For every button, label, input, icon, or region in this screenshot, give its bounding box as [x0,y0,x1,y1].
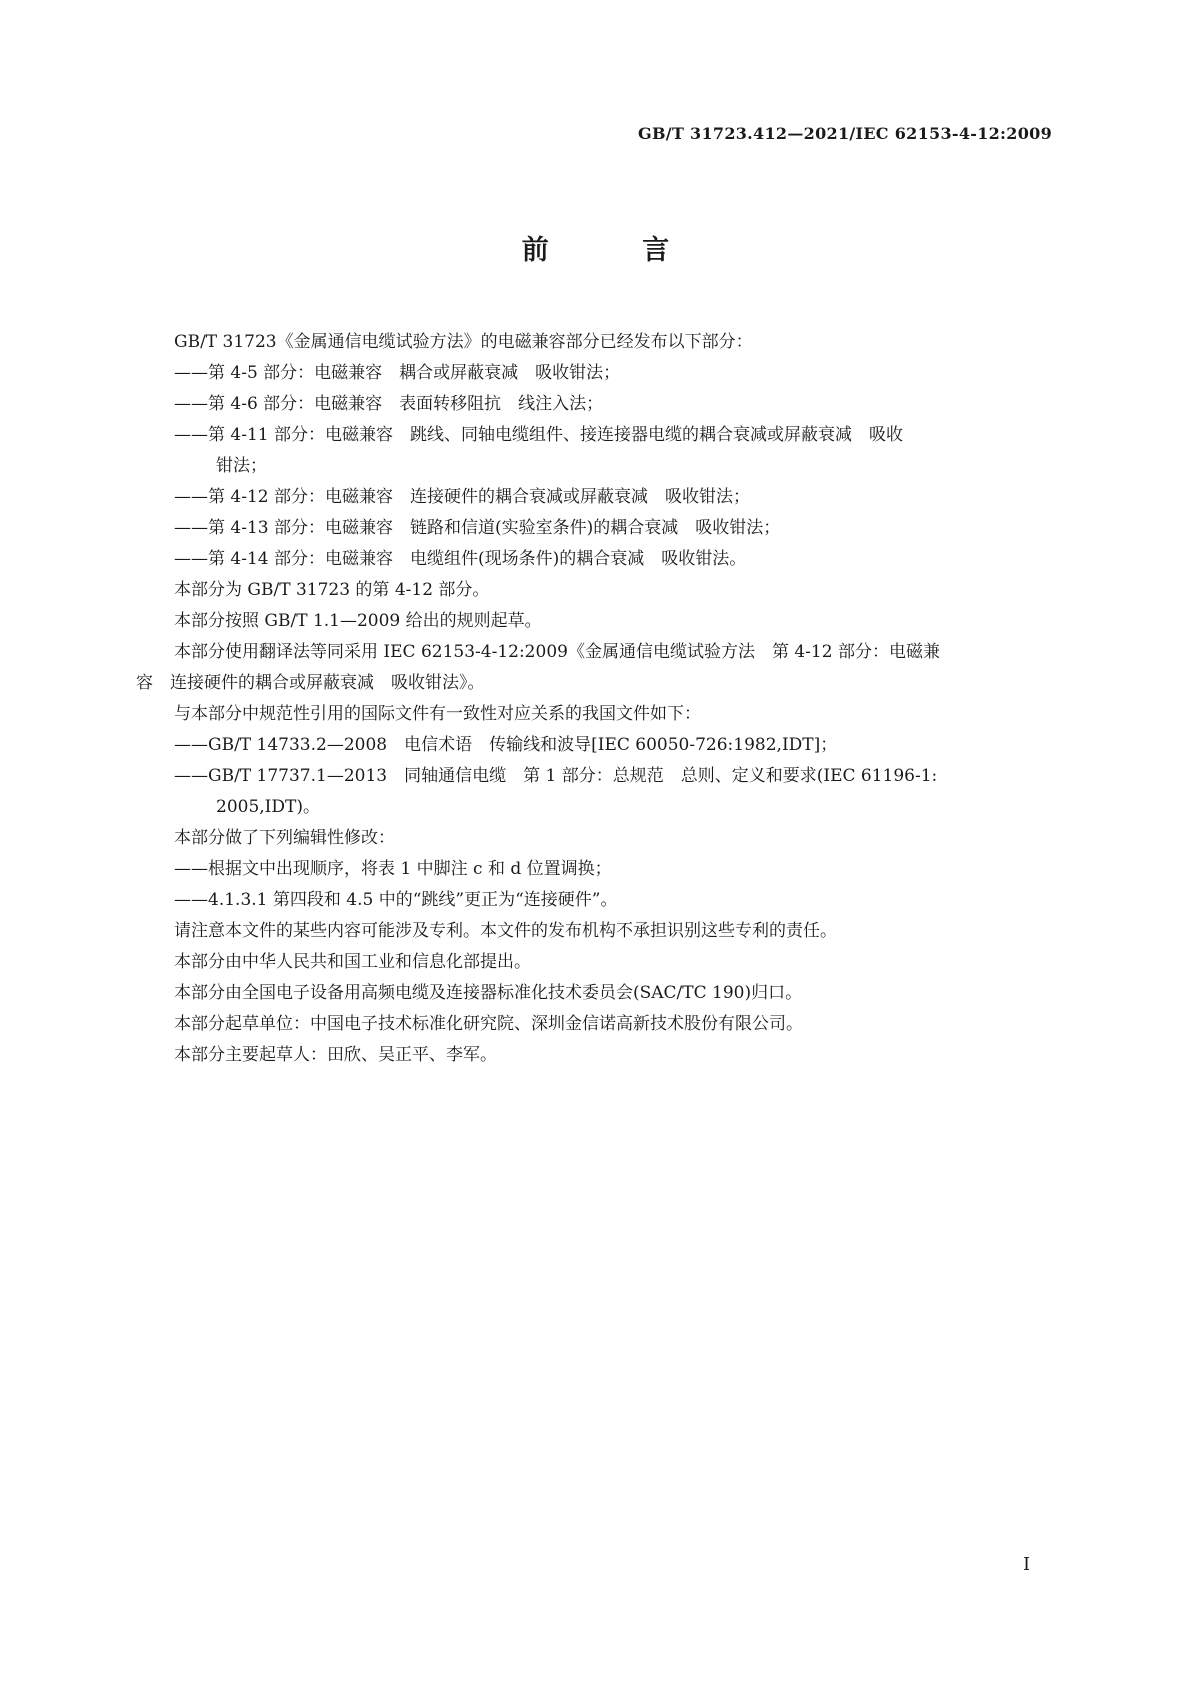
list-item: ——第 4-11 部分：电磁兼容 跳线、同轴电缆组件、接连接器电缆的耦合衰减或屏蔽衰减 吸收 [174,425,903,445]
list-item: ——4.1.3.1 第四段和 4.5 中的“跳线”更正为“连接硬件”。 [174,890,618,910]
list-item: ——根据文中出现顺序，将表 1 中脚注 c 和 d 位置调换； [174,859,612,879]
paragraph: 本部分主要起草人：田欣、吴正平、李军。 [174,1045,497,1065]
paragraph: 本部分为 GB/T 31723 的第 4-12 部分。 [174,580,490,600]
paragraph: 本部分做了下列编辑性修改： [174,828,395,848]
list-item-continuation: 2005,IDT)。 [216,797,320,817]
list-item: ——第 4-6 部分：电磁兼容 表面转移阻抗 线注入法； [174,394,604,414]
page-number: I [1023,1554,1031,1575]
list-item: ——第 4-14 部分：电磁兼容 电缆组件(现场条件)的耦合衰减 吸收钳法。 [174,549,747,569]
list-item-continuation: 钳法； [216,456,267,476]
list-item: ——第 4-13 部分：电磁兼容 链路和信道(实验室条件)的耦合衰减 吸收钳法； [174,518,781,538]
list-item: ——第 4-5 部分：电磁兼容 耦合或屏蔽衰减 吸收钳法； [174,363,621,383]
paragraph: 与本部分中规范性引用的国际文件有一致性对应关系的我国文件如下： [174,704,701,724]
paragraph-continuation: 容 连接硬件的耦合或屏蔽衰减 吸收钳法》。 [136,673,485,693]
paragraph: 本部分由全国电子设备用高频电缆及连接器标准化技术委员会(SAC/TC 190)归口。 [174,983,803,1003]
list-item: ——GB/T 14733.2—2008 电信术语 传输线和波导[IEC 60050-726:1982,IDT]； [174,735,838,755]
list-item: ——GB/T 17737.1—2013 同轴通信电缆 第 1 部分：总规范 总则、定义和要求(IEC 61196-1: [174,766,938,786]
page-title: 前 言 [521,235,712,266]
paragraph: GB/T 31723《金属通信电缆试验方法》的电磁兼容部分已经发布以下部分： [174,332,753,352]
list-item: ——第 4-12 部分：电磁兼容 连接硬件的耦合衰减或屏蔽衰减 吸收钳法； [174,487,750,507]
paragraph: 本部分起草单位：中国电子技术标准化研究院、深圳金信诺高新技术股份有限公司。 [174,1014,803,1034]
paragraph: 请注意本文件的某些内容可能涉及专利。本文件的发布机构不承担识别这些专利的责任。 [174,921,837,941]
paragraph: 本部分使用翻译法等同采用 IEC 62153-4-12:2009《金属通信电缆试验方法 第 4-12 部分：电磁兼 [174,642,940,662]
document-code: GB/T 31723.412—2021/IEC 62153-4-12:2009 [638,124,1052,143]
paragraph: 本部分按照 GB/T 1.1—2009 给出的规则起草。 [174,611,542,631]
paragraph: 本部分由中华人民共和国工业和信息化部提出。 [174,952,531,972]
foreword-body [136,327,1056,1071]
